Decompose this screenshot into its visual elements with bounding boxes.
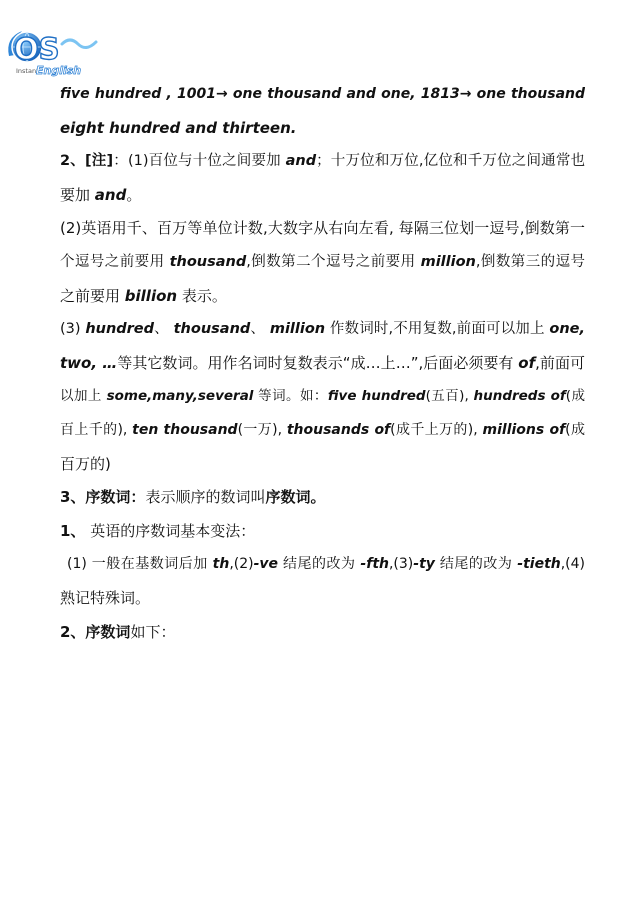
emphasized-term: million xyxy=(420,253,476,270)
emphasized-term: th xyxy=(212,556,230,573)
text-run: 。 xyxy=(126,185,142,204)
text-run: ,(4) xyxy=(560,556,585,573)
text-run: 结尾的改为 xyxy=(434,556,518,573)
text-run: 结尾的改为 xyxy=(278,556,361,573)
text-run: 之前要用 xyxy=(60,286,125,305)
text-run: 个逗号之前要用 xyxy=(60,253,170,270)
text-line xyxy=(60,347,585,381)
emphasized-term: one, xyxy=(549,321,585,338)
emphasized-term: thousand xyxy=(169,253,247,270)
text-line xyxy=(60,515,585,549)
text-run: 要加 xyxy=(60,185,95,204)
text-line xyxy=(60,414,585,448)
emphasized-term: five hundred xyxy=(327,388,426,405)
text-line xyxy=(60,548,585,582)
text-run: ,前面可 xyxy=(535,353,585,372)
emphasized-term: billion xyxy=(124,286,178,305)
emphasized-term: eight hundred and thirteen. xyxy=(60,118,297,137)
bold-text: 1、 xyxy=(60,521,86,540)
emphasized-term: and xyxy=(94,185,127,204)
logo-wave-icon xyxy=(62,40,96,48)
bold-text: 2、[注] xyxy=(60,153,114,170)
text-run: ；十万位和万位,亿位和千万位之间通常也 xyxy=(316,153,585,170)
text-run: (成 xyxy=(565,388,585,405)
text-run: 、 xyxy=(250,321,270,338)
emphasized-term: million xyxy=(269,321,326,338)
text-run: 表示。 xyxy=(177,286,227,305)
text-run: (2)英语用千、百万等单位计数,大数字从右向左看, 每隔三位划一逗号,倒数第一 xyxy=(60,219,585,238)
bold-text: 2、序数词 xyxy=(60,622,131,641)
text-line xyxy=(60,481,585,515)
emphasized-term: of xyxy=(518,353,536,372)
text-run: 百上千的), xyxy=(60,421,133,438)
emphasized-term: ten thousand xyxy=(132,421,238,438)
text-run: (1) 一般在基数词后加 xyxy=(67,556,213,573)
bold-text: 序数词。 xyxy=(265,488,326,507)
emphasized-term: five hundred , 1001→ one thousand and one, 1813→ one thousand xyxy=(60,86,585,102)
text-line xyxy=(60,145,585,179)
logo-tagline-bottom: English xyxy=(36,64,82,77)
emphasized-term: and xyxy=(285,153,317,170)
text-run: 、 xyxy=(154,321,174,338)
text-run: ,倒数第二个逗号之前要用 xyxy=(246,253,421,270)
text-line xyxy=(60,380,585,414)
text-run: (五百), xyxy=(425,388,474,405)
logo-letters: OS xyxy=(14,32,60,66)
emphasized-term: millions of xyxy=(482,421,566,438)
text-line xyxy=(60,112,585,146)
text-run: ,(3) xyxy=(388,556,414,573)
text-line xyxy=(60,246,585,280)
emphasized-term: two, … xyxy=(60,353,118,372)
emphasized-term: -ty xyxy=(413,556,435,573)
text-run: 熟记特殊词。 xyxy=(60,588,151,607)
text-run: (成 xyxy=(565,421,585,438)
text-run: ,倒数第三的逗号 xyxy=(475,253,585,270)
text-run: ,(2) xyxy=(229,556,254,573)
text-run: 等其它数词。用作名词时复数表示“成…上…”,后面必须要有 xyxy=(117,353,519,372)
bold-text: 3、序数词： xyxy=(60,488,146,507)
text-run: (3) xyxy=(60,321,86,338)
emphasized-term: -ve xyxy=(253,556,279,573)
text-line xyxy=(60,78,585,112)
text-run: ：(1)百位与十位之间要加 xyxy=(113,153,286,170)
emphasized-term: thousand xyxy=(173,321,251,338)
emphasized-term: some,many,several xyxy=(106,388,254,405)
emphasized-term: -fth xyxy=(360,556,389,573)
emphasized-term: hundred xyxy=(85,321,155,338)
text-run: 如下： xyxy=(130,622,176,641)
document-body xyxy=(60,78,585,649)
emphasized-term: -tieth xyxy=(517,556,561,573)
text-run: 以加上 xyxy=(60,388,107,405)
text-run: 表示顺序的数词叫 xyxy=(145,488,266,507)
text-line xyxy=(60,616,585,650)
text-run: (一万), xyxy=(237,421,287,438)
text-run: 等词。如： xyxy=(253,388,328,405)
text-line xyxy=(60,179,585,213)
text-run: 百万的) xyxy=(60,454,111,473)
text-line xyxy=(60,313,585,347)
text-run: (成千上万的), xyxy=(390,421,483,438)
emphasized-term: thousands of xyxy=(286,421,391,438)
text-run: 作数词时,不用复数,前面可以加上 xyxy=(325,321,550,338)
text-line xyxy=(60,448,585,482)
logo-tagline-top: Instant xyxy=(16,67,39,75)
text-line xyxy=(60,212,585,246)
text-line xyxy=(60,280,585,314)
emphasized-term: hundreds of xyxy=(473,388,566,405)
instant-english-logo xyxy=(4,22,100,78)
text-run: 英语的序数词基本变法： xyxy=(85,521,256,540)
text-line xyxy=(60,582,585,616)
